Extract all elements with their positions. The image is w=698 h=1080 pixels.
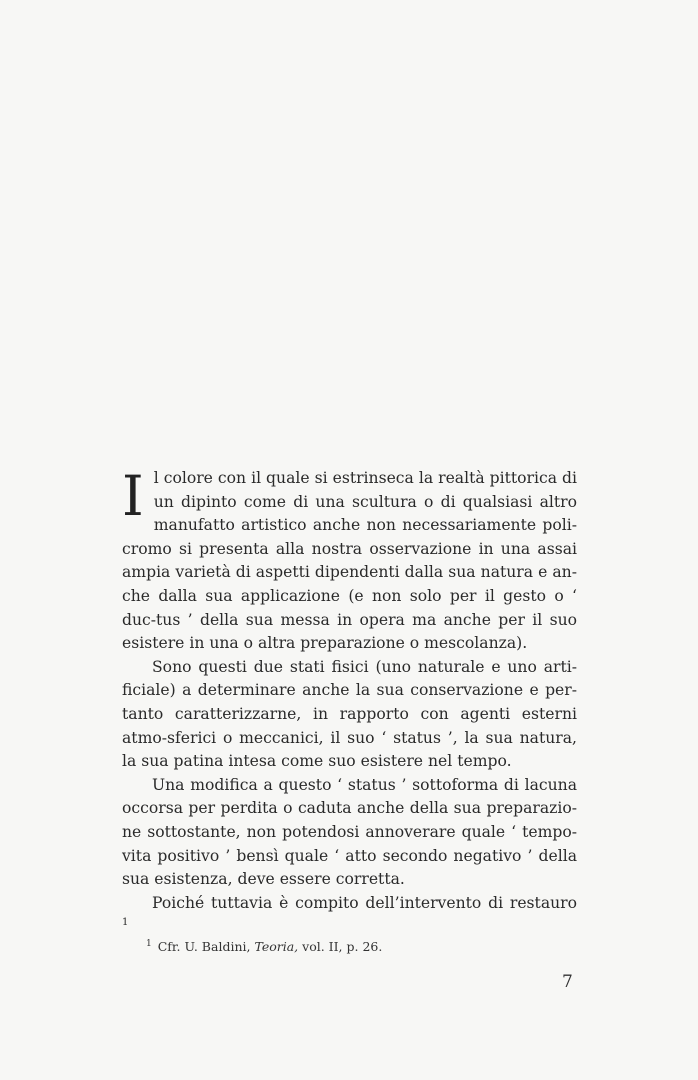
footnote-reference[interactable]: 1 [122,917,129,929]
page-number: 7 [562,972,573,992]
footnote [146,938,566,956]
paragraph-4 [122,892,577,939]
body-text [122,464,577,939]
footnote-title: Teoria, [254,939,299,954]
footnote-suffix: vol. II, p. 26. [302,939,383,954]
paragraph-3: Una modifica a questo ‘ status ’ sottoforma di lacuna occorsa per perdita o caduta anche della sua preparazio-ne sottostante, non potendosi annoverare quale ‘ tempo-vita positivo ’ bensì quale ‘ atto secondo negativo ’ della sua esistenza, deve essere corretta. [122,775,577,889]
paragraph-1 [122,464,577,656]
footnote-prefix: Cfr. U. Baldini, [157,939,251,954]
paragraph-2: Sono questi due stati fisici (uno naturale e uno arti-ficiale) a determinare anche la sua conservazione e per-tanto caratterizzarne, in rapporto con agenti esterni atmo-sferici o meccanici, il suo ‘ status ’, la sua natura, la sua patina intesa come suo esistere nel tempo. [122,657,577,771]
paragraph-4-text: Poiché tuttavia è compito dell’intervento di restauro [152,893,577,912]
paragraph-1-text: l colore con il quale si estrinseca la realtà pittorica di un dipinto come di una scultura o di qualsiasi altro manufatto artistico anche non necessariamente poli-cromo si presenta alla nostra osservazione in una assai ampia varietà di aspetti dipendenti dalla sua natura e an-che dalla sua applicazione (e non solo per il gesto o ‘ duc-tus ’ della sua messa in opera ma anche per il suo esistere in una o altra preparazione o mescolanza). [122,469,577,653]
footnote-number: 1 [146,938,152,949]
drop-cap: I [122,464,144,528]
